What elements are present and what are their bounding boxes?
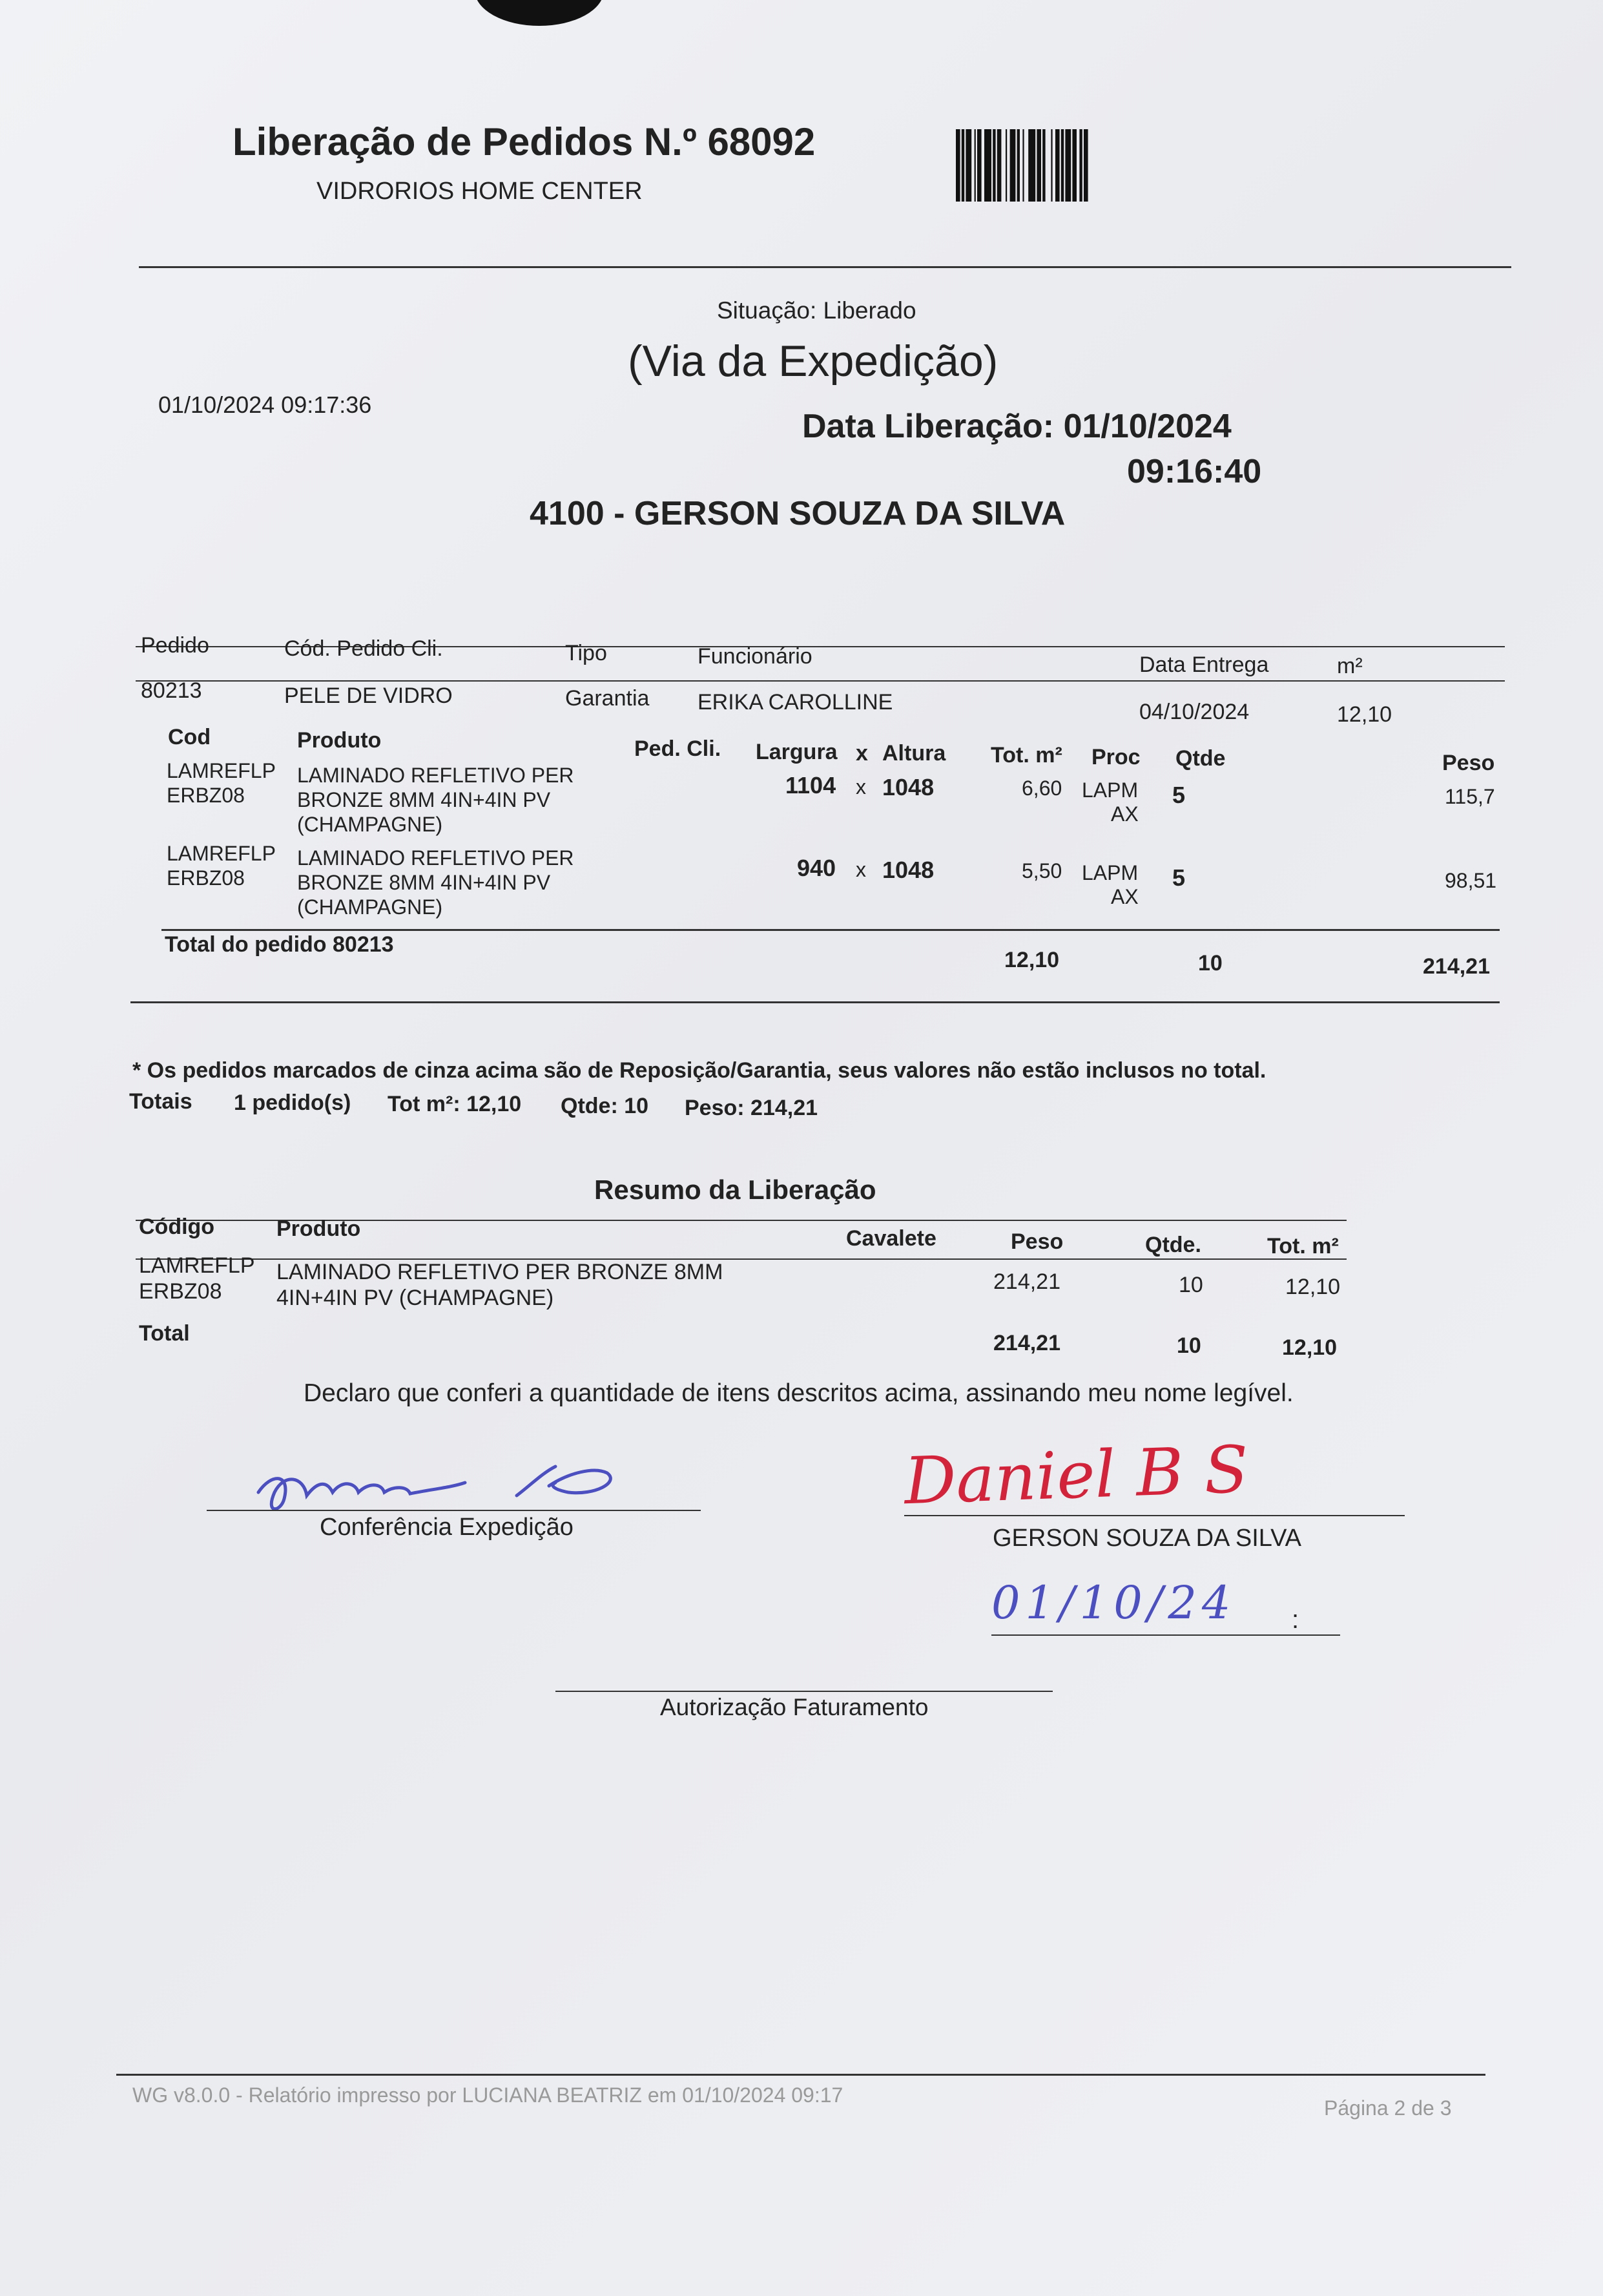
item-produto-line3: (CHAMPAGNE): [297, 813, 443, 836]
item-proc-line2: AX: [1111, 802, 1139, 826]
item-col-x: x: [856, 741, 868, 766]
item-peso: 98,51: [1445, 869, 1497, 892]
client-signature: Daniel B S: [903, 1431, 1250, 1519]
punch-hole: [475, 0, 604, 26]
gray-note: * Os pedidos marcados de cinza acima são de Reposição/Garantia, seus valores não estão inclusos no total.: [132, 1058, 1267, 1083]
order-total-m2: 12,10: [1004, 948, 1060, 972]
totais-label: Totais: [129, 1089, 192, 1114]
item-col-qtde: Qtde: [1175, 746, 1226, 771]
col-funcionario: Funcionário: [698, 644, 812, 669]
totais-peso: Peso: 214,21: [685, 1096, 818, 1120]
item-largura: 1104: [785, 772, 836, 798]
col-pedido: Pedido: [141, 633, 209, 658]
item-col-ped-cli: Ped. Cli.: [634, 736, 721, 761]
summary-col-qtde: Qtde.: [1145, 1233, 1201, 1257]
item-col-peso: Peso: [1442, 751, 1495, 775]
item-proc-line1: LAPM: [1082, 861, 1139, 884]
item-cod-line2: ERBZ08: [167, 866, 245, 890]
autorizacao-label: Autorização Faturamento: [660, 1694, 929, 1720]
status-text: Situação: Liberado: [717, 297, 916, 324]
col-data-entrega: Data Entrega: [1139, 652, 1269, 677]
release-time: 09:16:40: [1127, 453, 1262, 490]
item-col-produto: Produto: [297, 728, 382, 753]
item-col-tot-m2: Tot. m²: [991, 743, 1062, 767]
summary-title: Resumo da Liberação: [594, 1174, 876, 1205]
summary-total-qtde: 10: [1177, 1333, 1201, 1358]
order-table-header-rule: [136, 680, 1505, 682]
declaration-text: Declaro que conferi a quantidade de itens descritos acima, assinando meu nome legível.: [304, 1379, 1294, 1407]
item-produto-line2: BRONZE 8MM 4IN+4IN PV: [297, 788, 551, 811]
item-proc-line2: AX: [1111, 885, 1139, 908]
item-altura: 1048: [882, 857, 935, 883]
summary-produto-line2: 4IN+4IN PV (CHAMPAGNE): [276, 1286, 554, 1310]
item-produto-line1: LAMINADO REFLETIVO PER: [297, 846, 574, 870]
summary-col-cavalete: Cavalete: [846, 1226, 936, 1251]
summary-qtde: 10: [1179, 1273, 1203, 1297]
order-total-rule: [161, 929, 1500, 931]
totais-qtde: Qtde: 10: [561, 1094, 649, 1118]
client-signature-line: [904, 1515, 1405, 1516]
summary-total-label: Total: [139, 1321, 190, 1346]
col-cod-pedido-cli: Cód. Pedido Cli.: [284, 636, 443, 661]
summary-col-tot-m2: Tot. m²: [1267, 1234, 1339, 1258]
summary-cod-line1: LAMREFLP: [139, 1253, 255, 1278]
totais-m2: Tot m²: 12,10: [388, 1092, 522, 1116]
footer-rule: [116, 2074, 1485, 2076]
item-x: x: [856, 775, 866, 798]
item-proc-line1: LAPM: [1082, 778, 1139, 802]
item-cod-line1: LAMREFLP: [167, 842, 276, 865]
summary-col-peso: Peso: [1011, 1229, 1064, 1254]
barcode: [956, 129, 1201, 202]
footer-printed-by: WG v8.0.0 - Relatório impresso por LUCIANA BEATRIZ em 01/10/2024 09:17: [132, 2083, 843, 2107]
order-data-entrega: 04/10/2024: [1139, 700, 1250, 724]
print-datetime: 01/10/2024 09:17:36: [158, 391, 372, 418]
conferencia-label: Conferência Expedição: [320, 1514, 574, 1541]
item-col-proc: Proc: [1091, 745, 1141, 769]
item-peso: 115,7: [1445, 785, 1495, 808]
order-tipo: Garantia: [565, 686, 650, 711]
summary-tot-m2: 12,10: [1285, 1275, 1341, 1299]
handwritten-date: 01/10/24: [991, 1576, 1236, 1629]
item-tot-m2: 6,60: [1022, 777, 1062, 800]
order-total-label: Total do pedido 80213: [165, 932, 394, 957]
order-total-qtde: 10: [1198, 951, 1223, 976]
item-qtde: 5: [1172, 782, 1186, 808]
col-tipo: Tipo: [565, 641, 607, 665]
item-produto-line3: (CHAMPAGNE): [297, 895, 443, 919]
item-qtde: 5: [1172, 864, 1186, 891]
summary-col-codigo: Código: [139, 1215, 215, 1239]
order-cod-pedido-cli: PELE DE VIDRO: [284, 684, 453, 708]
date-suffix: :: [1292, 1605, 1299, 1634]
summary-col-produto: Produto: [276, 1216, 361, 1241]
order-m2: 12,10: [1337, 702, 1392, 727]
expedition-signature: [245, 1447, 659, 1525]
order-total-peso: 214,21: [1423, 954, 1490, 979]
totais-pedidos: 1 pedido(s): [234, 1091, 351, 1115]
document-title: Liberação de Pedidos N.º 68092: [233, 120, 816, 163]
via-text: (Via da Expedição): [628, 337, 998, 386]
client-name: 4100 - GERSON SOUZA DA SILVA: [530, 495, 1066, 532]
summary-total-tot-m2: 12,10: [1282, 1335, 1338, 1360]
item-col-largura: Largura: [756, 740, 838, 764]
footer-page-number: Página 2 de 3: [1324, 2096, 1452, 2120]
summary-peso: 214,21: [993, 1269, 1060, 1294]
summary-cod-line2: ERBZ08: [139, 1279, 222, 1304]
order-pedido: 80213: [141, 678, 202, 703]
autorizacao-line: [555, 1691, 1053, 1692]
summary-produto-line1: LAMINADO REFLETIVO PER BRONZE 8MM: [276, 1260, 723, 1284]
item-col-altura: Altura: [882, 741, 946, 766]
item-col-cod: Cod: [168, 725, 211, 749]
item-produto-line2: BRONZE 8MM 4IN+4IN PV: [297, 871, 551, 894]
order-end-rule: [130, 1001, 1500, 1003]
header-rule: [139, 266, 1511, 268]
order-funcionario: ERIKA CAROLLINE: [698, 690, 893, 715]
company-name: VIDRORIOS HOME CENTER: [316, 178, 643, 205]
release-date: Data Liberação: 01/10/2024: [802, 408, 1232, 445]
client-label: GERSON SOUZA DA SILVA: [993, 1525, 1301, 1552]
item-cod-line2: ERBZ08: [167, 784, 245, 807]
col-m2: m²: [1337, 654, 1363, 678]
item-altura: 1048: [882, 774, 935, 800]
summary-total-peso: 214,21: [993, 1331, 1060, 1355]
item-cod-line1: LAMREFLP: [167, 759, 276, 782]
date-line: [991, 1634, 1340, 1636]
conferencia-signature-line: [207, 1510, 701, 1511]
item-x: x: [856, 858, 866, 881]
item-produto-line1: LAMINADO REFLETIVO PER: [297, 764, 574, 787]
item-largura: 940: [797, 855, 836, 881]
item-tot-m2: 5,50: [1022, 859, 1062, 882]
